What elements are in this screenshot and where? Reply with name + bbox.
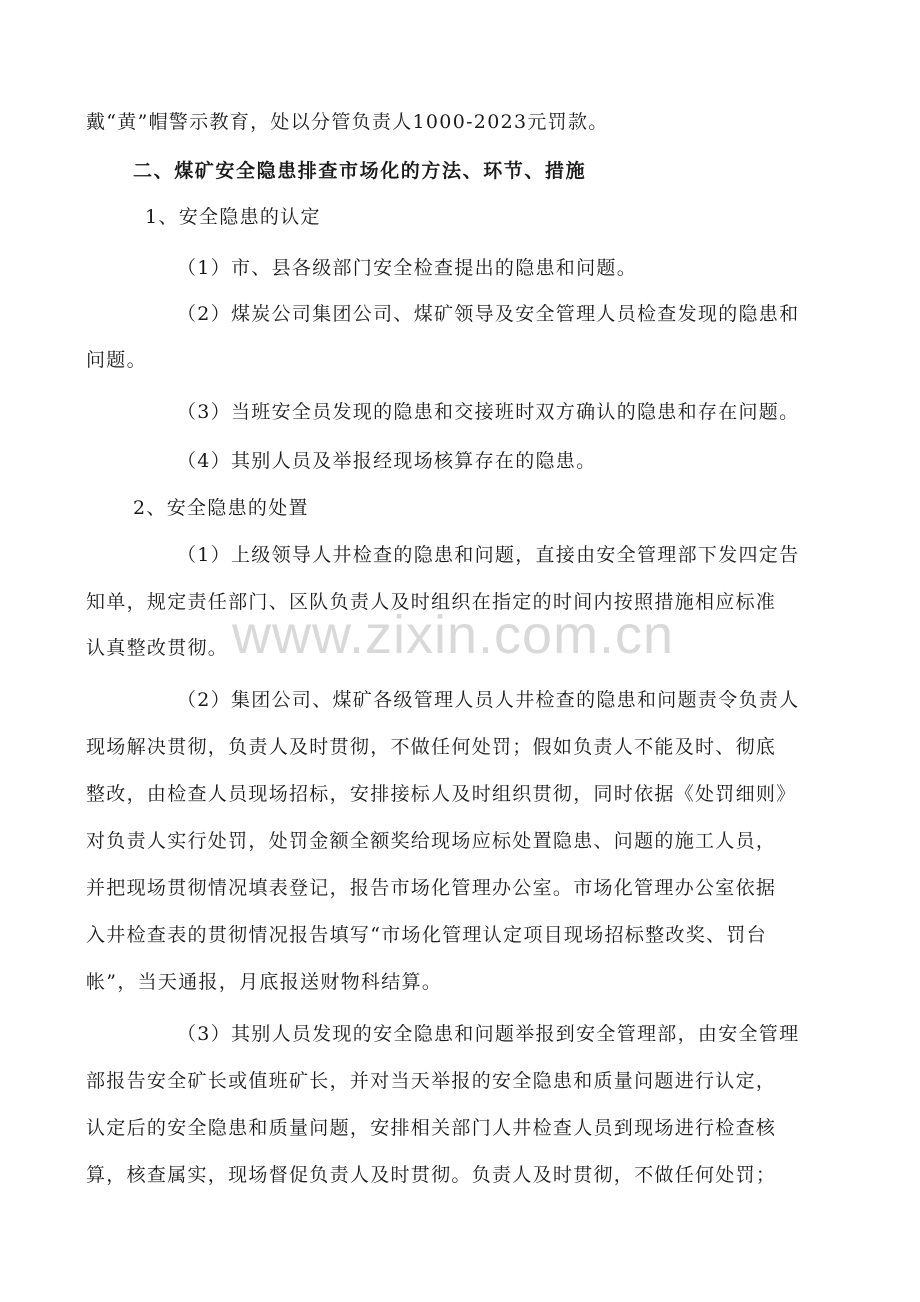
text-line: 入井检查表的贯彻情况报告填写“市场化管理认定项目现场招标整改奖、罚台	[86, 924, 767, 946]
text-line: 戴“黄”帽警示教育，处以分管负责人1000-2023元罚款。	[86, 111, 609, 133]
text-line: 知单，规定责任部门、区队负责人及时组织在指定的时间内按照措施相应标准	[86, 591, 777, 613]
subsection-heading: 1、安全隐患的认定	[145, 206, 321, 228]
text-line: 对负责人实行处罚，处罚金额全额奖给现场应标处置隐患、问题的施工人员，	[86, 830, 777, 852]
list-item: （3）当班安全员发现的隐患和交接班时双方确认的隐患和存在问题。	[177, 401, 800, 423]
text-line: 认定后的安全隐患和质量问题，安排相关部门人井检查人员到现场进行检查核	[86, 1117, 777, 1139]
text-line: 帐”，当天通报，月底报送财物科结算。	[86, 971, 443, 993]
text-line: 并把现场贯彻情况填表登记，报告市场化管理办公室。市场化管理办公室依据	[86, 877, 777, 899]
watermark: www.zixin.com.cn	[232, 605, 675, 665]
list-item: （3）其别人员发现的安全隐患和问题举报到安全管理部，由安全管理	[177, 1023, 800, 1045]
list-item: （2）集团公司、煤矿各级管理人员人井检查的隐患和问题责令负责人	[177, 689, 800, 711]
section-heading: 二、煤矿安全隐患排查市场化的方法、环节、措施	[133, 160, 587, 182]
list-item: （1）上级领导人井检查的隐患和问题，直接由安全管理部下发四定告	[177, 544, 800, 566]
text-line: 现场解决贯彻，负责人及时贯彻，不做任何处罚；假如负责人不能及时、彻底	[86, 736, 777, 758]
text-line: 整改，由检查人员现场招标，安排接标人及时组织贯彻，同时依据《处罚细则》	[86, 783, 797, 805]
list-item: （2）煤炭公司集团公司、煤矿领导及安全管理人员检查发现的隐患和	[177, 303, 800, 325]
text-line: 算，核查属实，现场督促负责人及时贯彻。负责人及时贯彻，不做任何处罚；	[86, 1164, 777, 1186]
text-line: 部报告安全矿长或值班矿长，并对当天举报的安全隐患和质量问题进行认定，	[86, 1070, 777, 1092]
text-line: 问题。	[86, 349, 147, 371]
subsection-heading: 2、安全隐患的处置	[133, 497, 309, 519]
text-line: 认真整改贯彻。	[86, 637, 229, 659]
list-item: （4）其别人员及举报经现场核算存在的隐患。	[177, 450, 597, 472]
list-item: （1）市、县各级部门安全检查提出的隐患和问题。	[177, 257, 637, 279]
